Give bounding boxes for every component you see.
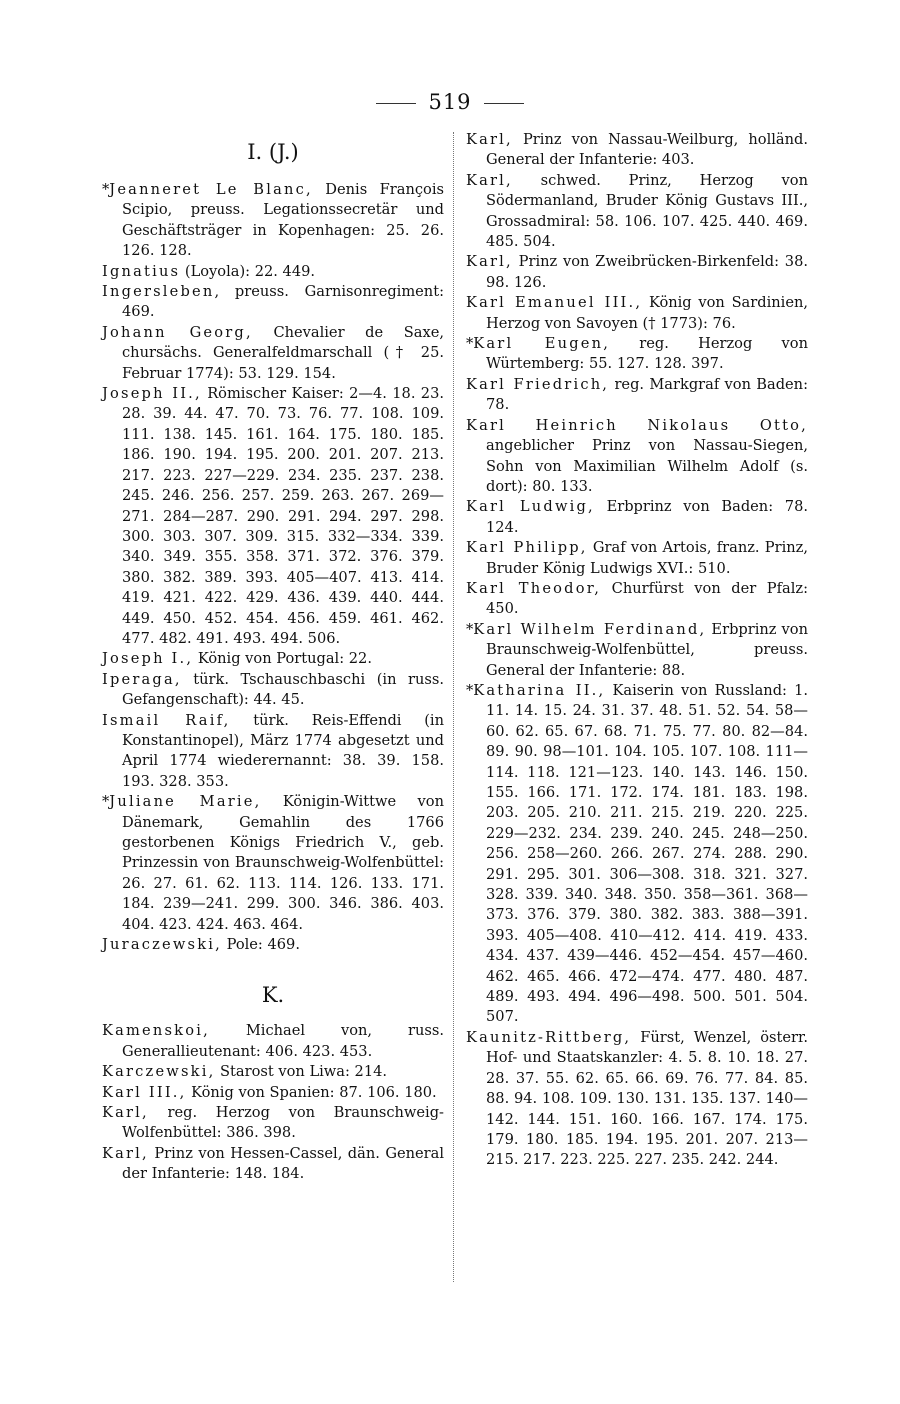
entry-text: Prinz von Hessen-Cassel, dän. General der Infanterie: 148. 184. bbox=[122, 1144, 444, 1183]
entry-star: * bbox=[102, 181, 110, 198]
index-entry bbox=[102, 1062, 444, 1082]
entry-name: Karl, bbox=[102, 1104, 149, 1122]
index-entry bbox=[466, 620, 808, 681]
entry-text: Chevalier de Saxe, chursächs. Generalfeldmarschall († 25. Februar 1774): 53. 129. 154. bbox=[122, 323, 444, 382]
entry-text: reg. Herzog von Braunschweig-Wolfenbüttel: 386. 398. bbox=[122, 1104, 444, 1142]
index-entry bbox=[102, 1144, 444, 1185]
index-entry bbox=[102, 935, 444, 955]
entry-text: Michael von, russ. Generallieutenant: 406. 423. 453. bbox=[122, 1022, 444, 1060]
entry-name: Juraczewski, bbox=[102, 936, 222, 954]
index-entry bbox=[466, 579, 808, 620]
index-entry bbox=[102, 711, 444, 793]
index-entry bbox=[102, 792, 444, 935]
entry-name: Karl Heinrich Nikolaus Otto, bbox=[466, 416, 808, 434]
entry-name: Karl Theodor, bbox=[466, 579, 602, 597]
index-entry bbox=[466, 681, 808, 1028]
index-entry bbox=[466, 334, 808, 375]
entry-star: * bbox=[466, 620, 474, 638]
page-number bbox=[0, 90, 900, 114]
page-number-rule-left bbox=[376, 103, 416, 104]
entry-text: Kaiserin von Russland: 1. 11. 14. 15. 24. 31. 37. 48. 51. 52. 54. 58—60. 62. 65. 67. 68. 71. 75. 77. 80. 82—84. 89. 90. 98—101. 104. 105. 107. 108. 111—114. 118. 121—123. 140. 143. 146. 150. 155. 166. 171. 172. 174. 181. 183. 198. 203. 205. 210. 211. 215. 219. 220. 225. 229—232. 234. 239. 240. 245. 248—250. 256. 258—260. 266. 267. 274. 288. 290. 291. 295. 301. 306—308. 318. 321. 327. 328. 339. 340. 348. 350. 358—361. 368—373. 376. 379. 380. 382. 383. 388—391. 393. 405—408. 410—412. 414. 419. 433. 434. 437. 439—446. 452—454. 457—460. 462. 465. 466. 472—474. 477. 480. 487. 489. 493. 494. 496—498. 500. 501. 504. 507. bbox=[486, 681, 808, 1026]
entry-text: Prinz von Zweibrücken-Birkenfeld: 38. 98. 126. bbox=[486, 253, 808, 291]
entry-text: König von Sardinien, Herzog von Savoyen († 1773): 76. bbox=[486, 294, 808, 332]
index-entry bbox=[102, 180, 444, 262]
entry-name: Karl Philipp, bbox=[466, 539, 588, 557]
index-entry bbox=[466, 416, 808, 498]
index-entry bbox=[102, 670, 444, 711]
index-entry bbox=[102, 649, 444, 669]
entry-text: Königin-Wittwe von Dänemark, Gemahlin des 1766 gestorbenen Königs Friedrich V., geb. Prinzessin von Braunschweig-Wolfenbüttel: 26. 27. 61. 62. 113. 114. 126. 133. 171. 184. 239—241. 299. 300. 346. 386. 403. 404. 423. 424. 463. 464. bbox=[122, 793, 444, 933]
entry-text: Churfürst von der Pfalz: 450. bbox=[486, 579, 808, 618]
entry-name: Karl Eugen, bbox=[473, 335, 611, 353]
entry-text: türk. Tschauschbaschi (in russ. Gefangenschaft): 44. 45. bbox=[122, 670, 444, 709]
entry-text: König von Spanien: 87. 106. 180. bbox=[186, 1083, 437, 1101]
entry-name: Ismail Raif, bbox=[102, 711, 231, 729]
entry-text: reg. Markgraf von Baden: 78. bbox=[486, 375, 808, 414]
entry-text: Starost von Liwa: 214. bbox=[215, 1063, 388, 1081]
entry-name: Karl Wilhelm Ferdinand, bbox=[473, 620, 707, 638]
entry-text: , preuss. Garnisonregiment: 469. bbox=[122, 283, 444, 321]
section-k bbox=[102, 983, 444, 1184]
right-column bbox=[466, 130, 808, 1171]
column-divider bbox=[453, 132, 454, 1282]
entry-name: Karl Emanuel III., bbox=[466, 294, 643, 312]
index-entry bbox=[466, 252, 808, 293]
entry-name: Kamenskoi, bbox=[102, 1022, 210, 1040]
entry-name: Karl Friedrich, bbox=[466, 375, 610, 393]
page-number-rule-right bbox=[484, 103, 524, 104]
section-heading: K. bbox=[261, 983, 285, 1008]
entry-name: Karl, bbox=[466, 171, 513, 189]
entry-star: * bbox=[102, 793, 110, 811]
entry-text: Graf von Artois, franz. Prinz, Bruder König Ludwigs XVI.: 510. bbox=[486, 539, 808, 577]
entry-text: Römischer Kaiser: 2—4. 18. 23. 28. 39. 44. 47. 70. 73. 76. 77. 108. 109. 111. 138. 145. 161. 164. 175. 180. 185. 186. 190. 194. 195. 200. 201. 207. 213. 217. 223. 227—229. 234. 235. 237. 238. 245. 246. 256. 257. 259. 263. 267. 269—271. 284—287. 290. 291. 294. 297. 298. 300. 303. 307. 309. 315. 332—334. 339. 340. 349. 355. 358. 371. 372. 376. 379. 380. 382. 389. 393. 405—407. 413. 414. 419. 421. 422. 429. 436. 439. 440. 444. 449. 450. 452. 454. 456. 459. 461. 462. 477. 482. 491. 493. 494. 506. bbox=[122, 385, 444, 647]
entry-name: Kaunitz-Rittberg, bbox=[466, 1028, 632, 1046]
entry-text: (Loyola): 22. 449. bbox=[180, 262, 316, 280]
entry-name: Ingersleben bbox=[102, 283, 215, 301]
entry-text: reg. Herzog von Würtemberg: 55. 127. 128. 397. bbox=[486, 335, 808, 373]
entry-text: Fürst, Wenzel, österr. Hof- und Staatskanzler: 4. 5. 8. 10. 18. 27. 28. 37. 55. 62. 65. 66. 69. 76. 77. 84. 85. 88. 94. 108. 109. 130. 131. 135. 137. 140—142. 144. 151. 160. 166. 167. 174. 175. 179. 180. 185. 194. 195. 201. 207. 213—215. 217. 223. 225. 227. 235. 242. 244. bbox=[486, 1028, 808, 1169]
index-entry bbox=[102, 1083, 444, 1103]
index-entry bbox=[102, 1021, 444, 1062]
index-entry bbox=[102, 262, 444, 282]
left-column bbox=[102, 130, 444, 1185]
entry-name: Karl Ludwig, bbox=[466, 498, 595, 516]
entry-name: Karl, bbox=[466, 253, 513, 271]
section-heading: I. (J.) bbox=[247, 140, 299, 164]
index-entry bbox=[466, 375, 808, 416]
entry-text: Pole: 469. bbox=[221, 936, 300, 954]
entry-star: * bbox=[466, 335, 474, 353]
entry-star: * bbox=[466, 681, 474, 699]
entry-name: Karczewski, bbox=[102, 1063, 216, 1081]
entry-name: Juliane Marie, bbox=[109, 793, 262, 811]
entry-name: Jeanneret Le Blanc, bbox=[109, 181, 313, 198]
entry-name: Katharina II., bbox=[473, 681, 606, 699]
entry-name: Johann Georg, bbox=[102, 323, 253, 341]
entry-text: Erbprinz von Baden: 78. 124. bbox=[486, 498, 809, 536]
entry-name: Joseph II., bbox=[102, 385, 202, 403]
entry-text: König von Portugal: 22. bbox=[193, 650, 372, 668]
entry-name: Karl, bbox=[102, 1144, 149, 1162]
entry-name: Iperaga, bbox=[102, 670, 182, 688]
index-entry bbox=[466, 293, 808, 334]
section-i-j bbox=[102, 140, 444, 955]
index-entry bbox=[102, 282, 444, 323]
page-number-text: 519 bbox=[428, 90, 472, 114]
entry-name: Karl, bbox=[466, 131, 513, 148]
entry-name: Ignatius bbox=[102, 262, 181, 280]
index-entry bbox=[102, 384, 444, 649]
entry-name: Karl III., bbox=[102, 1083, 187, 1101]
index-entry bbox=[466, 1028, 808, 1171]
index-entry bbox=[466, 497, 808, 538]
entry-text: Erbprinz von Braunschweig-Wolfenbüttel, preuss. General der Infanterie: 88. bbox=[486, 620, 808, 679]
index-entry bbox=[466, 171, 808, 253]
index-entry bbox=[102, 1103, 444, 1144]
entry-text: Prinz von Nassau-Weilburg, holländ. General der Infanterie: 403. bbox=[486, 131, 808, 169]
entry-name: Joseph I., bbox=[102, 650, 194, 668]
entry-text: Denis François Scipio, preuss. Legationssecretär und Geschäftsträger in Kopenhagen: 25. 26. 126. 128. bbox=[122, 181, 444, 260]
index-entry bbox=[466, 538, 808, 579]
index-entry bbox=[466, 130, 808, 171]
entry-text: türk. Reis-Effendi (in Konstantinopel), März 1774 abgesetzt und April 1774 wiederernannt: 38. 39. 158. 193. 328. 353. bbox=[122, 711, 444, 790]
index-entry bbox=[102, 323, 444, 384]
entry-text: angeblicher Prinz von Nassau-Siegen, Sohn von Maximilian Wilhelm Adolf (s. dort): 80. 133. bbox=[486, 437, 808, 495]
entry-text: schwed. Prinz, Herzog von Södermanland, Bruder König Gustavs III., Grossadmiral: 58. 106. 107. 425. 440. 469. 485. 504. bbox=[486, 171, 808, 251]
